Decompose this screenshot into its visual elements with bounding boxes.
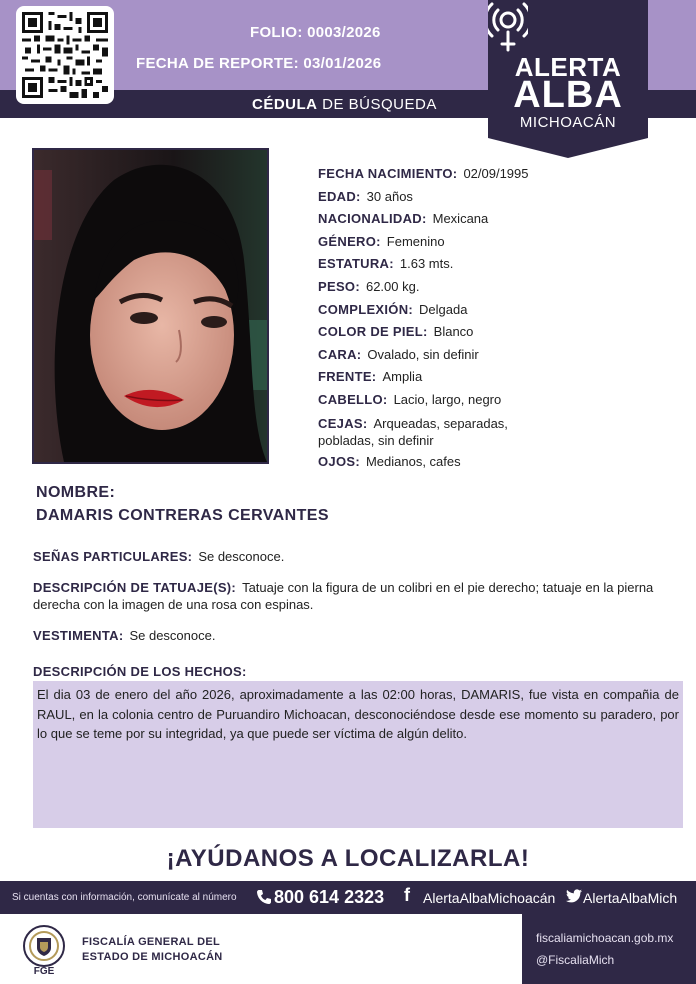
- twitter-icon: [566, 889, 582, 903]
- field-label: PESO:: [318, 278, 360, 294]
- clothing-value: Se desconoce.: [129, 628, 216, 643]
- clothing: [33, 627, 675, 644]
- field-value: Femenino: [386, 233, 445, 249]
- footer-links-panel: [522, 914, 696, 984]
- contact-info-text: Si cuentas con información, comunícate al número: [12, 892, 237, 903]
- twitter-handle[interactable]: AlertaAlbaMich: [583, 890, 678, 906]
- field-skin-color: [318, 321, 678, 344]
- field-nationality: [318, 208, 678, 231]
- folio: FOLIO: 0003/2026: [250, 24, 381, 41]
- report-date: FECHA DE REPORTE: 03/01/2026: [136, 55, 382, 72]
- field-eyebrows: [318, 415, 538, 449]
- name-label: NOMBRE:: [36, 484, 116, 501]
- field-label: OJOS:: [318, 453, 360, 469]
- document-title-rest: DE BÚSQUEDA: [317, 96, 437, 113]
- field-forehead: [318, 366, 678, 389]
- field-value: 62.00 kg.: [365, 278, 420, 294]
- document-title: [252, 96, 437, 113]
- field-label: GÉNERO:: [318, 233, 381, 249]
- field-age: [318, 186, 678, 209]
- field-value: Medianos, cafes: [365, 453, 461, 469]
- facts-description: El dia 03 de enero del año 2026, aproximadamente a las 02:00 horas, DAMARIS, fue vista en compañia de RAUL, en la colonia centro de Puruandiro Michoacan, desconociéndose desde ese momento su paradero, por lo que se teme por su integridad, ya que puede ser víctima de algún delito.: [33, 681, 683, 828]
- field-label: ESTATURA:: [318, 256, 394, 272]
- badge-title-line2: ALBA: [513, 74, 623, 116]
- field-value: Blanco: [433, 324, 474, 340]
- field-face: [318, 344, 678, 367]
- tattoo-description-value: Tatuaje con la figura de un colibri en el pie derecho; tatuaje en la pierna derecha con la imagen de una rosa con espinas.: [33, 580, 654, 612]
- field-value: 30 años: [366, 188, 413, 204]
- distinctive-marks-value: Se desconoce.: [198, 549, 285, 564]
- field-label: FECHA NACIMIENTO:: [318, 166, 458, 181]
- field-value: Arqueadas, separadas, pobladas, sin definir: [318, 415, 508, 448]
- field-label: CEJAS:: [318, 415, 368, 431]
- field-value: Amplia: [382, 369, 423, 385]
- field-value: 02/09/1995: [463, 166, 529, 181]
- distinctive-marks-label: SEÑAS PARTICULARES:: [33, 549, 193, 564]
- field-value: 1.63 mts.: [399, 256, 454, 272]
- website-link[interactable]: fiscaliamichoacan.gob.mx: [536, 931, 674, 945]
- fge-seal-icon: [18, 924, 70, 976]
- field-eyes: [318, 451, 678, 474]
- tattoo-description: [33, 579, 675, 613]
- field-label: CABELLO:: [318, 391, 388, 407]
- field-label: NACIONALIDAD:: [318, 211, 427, 227]
- qr-code-icon: [22, 12, 108, 98]
- phone-number[interactable]: 800 614 2323: [274, 887, 385, 907]
- org-name-line1: FISCALÍA GENERAL DEL: [82, 936, 221, 948]
- field-label: FRENTE:: [318, 369, 377, 385]
- distinctive-marks: [33, 548, 675, 565]
- phone-icon: [256, 889, 272, 905]
- person-details: [318, 163, 678, 473]
- qr-code[interactable]: [16, 6, 114, 104]
- seal-label: FGE: [33, 966, 55, 976]
- document-title-bold: CÉDULA: [252, 96, 318, 113]
- social-handle[interactable]: @FiscaliaMich: [536, 953, 615, 967]
- field-build: [318, 299, 678, 322]
- field-hair: [318, 389, 678, 412]
- badge-title-line1: ALERTA: [514, 52, 622, 82]
- tattoo-description-label: DESCRIPCIÓN DE TATUAJE(S):: [33, 580, 237, 595]
- facebook-handle[interactable]: AlertaAlbaMichoacán: [423, 890, 556, 906]
- contact-bar: [0, 881, 696, 914]
- person-name: DAMARIS CONTRERAS CERVANTES: [36, 507, 329, 524]
- call-to-action: ¡AYÚDANOS A LOCALIZARLA!: [166, 845, 530, 872]
- facts-label: DESCRIPCIÓN DE LOS HECHOS:: [33, 664, 247, 679]
- field-gender: [318, 231, 678, 254]
- facebook-icon: f: [404, 885, 410, 905]
- field-value: Mexicana: [432, 211, 489, 227]
- portrait-image: [34, 150, 267, 462]
- person-photo: [32, 148, 269, 464]
- field-birthdate: [318, 163, 678, 186]
- field-weight: [318, 276, 678, 299]
- clothing-label: VESTIMENTA:: [33, 628, 124, 643]
- field-label: COMPLEXIÓN:: [318, 301, 414, 317]
- field-value: Ovalado, sin definir: [367, 346, 479, 362]
- field-label: COLOR DE PIEL:: [318, 324, 428, 340]
- field-height: [318, 253, 678, 276]
- field-value: Delgada: [419, 301, 468, 317]
- alert-signal-icon: [488, 0, 528, 56]
- org-name-line2: ESTADO DE MICHOACÁN: [82, 951, 223, 963]
- badge-subtitle: MICHOACÁN: [519, 114, 617, 131]
- field-value: Lacio, largo, negro: [393, 391, 502, 407]
- field-label: EDAD:: [318, 188, 361, 204]
- alerta-alba-badge: [488, 0, 648, 158]
- field-label: CARA:: [318, 346, 362, 362]
